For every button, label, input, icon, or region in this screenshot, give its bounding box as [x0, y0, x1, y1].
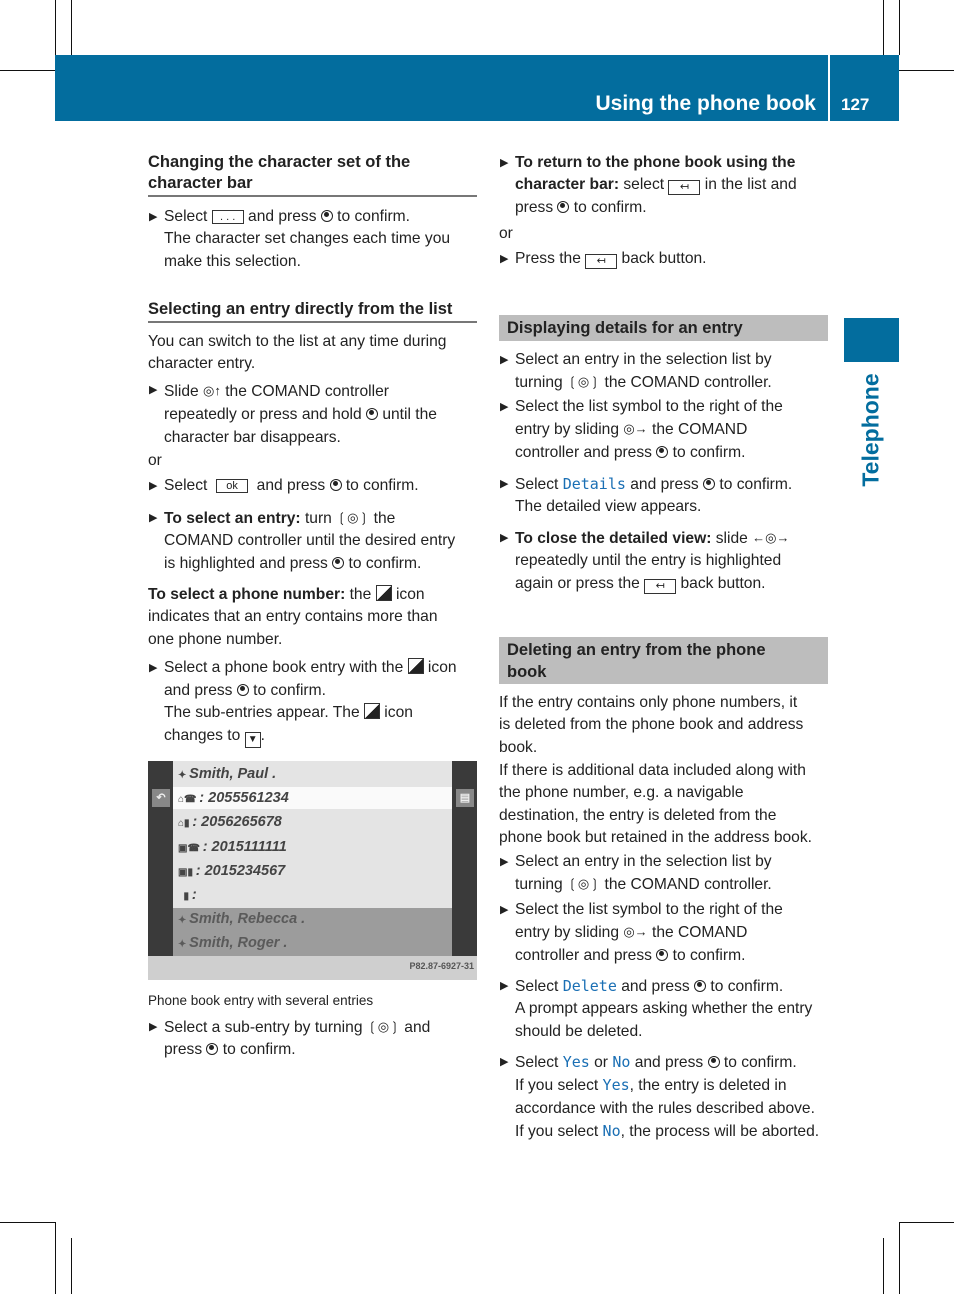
press-controller-icon: [366, 408, 378, 420]
phone-entry-row[interactable]: [178, 883, 197, 907]
entry-text: : 2056265678: [192, 814, 282, 831]
text: the COMAND controller and press: [515, 924, 748, 964]
text: or: [589, 1054, 613, 1071]
display-button-icon: . . .: [212, 210, 244, 224]
right-bullet-block: [499, 349, 828, 395]
crop-mark: [883, 0, 884, 55]
right-bullet-block: [499, 396, 828, 464]
multiple-numbers-icon: [364, 703, 380, 719]
press-controller-icon: [694, 980, 706, 992]
text: turn: [300, 510, 337, 527]
list-symbol-icon: ▤: [456, 789, 474, 807]
right-bullet-block: [499, 248, 828, 270]
contact-icon: ✦: [178, 915, 190, 927]
menu-item-reference: Delete: [562, 977, 617, 995]
menu-item-reference: No: [612, 1053, 631, 1071]
press-controller-icon: [321, 210, 333, 222]
entry-text: Smith, Roger .: [189, 935, 288, 952]
text: Deleting an entry from the phone book: [507, 641, 766, 681]
text: in the list and press: [515, 176, 797, 216]
text: to confirm.: [569, 198, 647, 216]
left-bullet-block: [148, 1016, 477, 1062]
text: Select the list symbol to the right of the entry by sliding: [515, 398, 783, 439]
text: Selecting an entry directly from the list: [148, 300, 453, 318]
text: Displaying details for an entry: [507, 319, 743, 337]
left-heading-block: [148, 152, 477, 197]
left-bullet-block: [148, 206, 477, 273]
text: or: [148, 452, 162, 469]
work-mobile-icon: ▣▮: [178, 866, 196, 878]
entry-text: : 2015111111: [202, 838, 287, 855]
display-button-icon: ok: [216, 479, 248, 493]
text: repeatedly until the entry is highlighted again or press the: [515, 552, 782, 592]
text: Select a phone book entry with the: [164, 659, 408, 676]
text: icon indicates that an entry contains more than one phone number.: [148, 586, 438, 648]
press-controller-icon: [332, 557, 344, 569]
menu-item-reference: Yes: [602, 1076, 630, 1095]
text: and press: [243, 208, 321, 225]
text: until the character bar disappears.: [164, 406, 437, 446]
text: the COMAND controller.: [600, 876, 772, 894]
menu-item-reference: Yes: [562, 1053, 590, 1071]
phone-entry-row[interactable]: [178, 907, 305, 931]
phone-entry-row[interactable]: [178, 810, 282, 834]
press-controller-icon: [656, 949, 668, 961]
text: to confirm. The detailed view appears.: [515, 476, 793, 516]
phone-entry-row[interactable]: [178, 786, 289, 810]
text: Select a sub-entry by turning: [164, 1019, 367, 1036]
crop-mark: [0, 70, 55, 71]
crop-mark: [899, 0, 900, 55]
image-code: P82.87-6927-31: [409, 961, 474, 971]
left-bullet-block: [148, 475, 477, 497]
crop-mark: [55, 0, 56, 55]
press-controller-icon: [206, 1043, 218, 1055]
text: Select: [164, 208, 212, 225]
entry-text: : 2055561234: [199, 790, 289, 807]
contact-icon: ✦: [178, 939, 190, 951]
text: slide: [711, 530, 753, 547]
crop-mark: [883, 1238, 884, 1294]
phone-entry-row[interactable]: [178, 835, 287, 859]
text: or: [499, 225, 513, 242]
press-controller-icon: [330, 479, 342, 491]
back-button-icon: ↤: [585, 254, 617, 269]
text: to confirm.: [668, 946, 746, 964]
left-para-block: [148, 331, 477, 376]
text: icon and press: [164, 659, 457, 699]
crop-mark: [71, 1238, 72, 1294]
slide-right-icon: ◎→: [623, 421, 648, 437]
right-para-block: [499, 223, 828, 245]
text: Slide: [164, 383, 204, 400]
phone-book-screenshot: [148, 761, 477, 980]
slide-up-icon: ◎↑: [203, 383, 221, 398]
text: Select: [515, 978, 563, 995]
text: select: [619, 176, 669, 194]
back-icon: ↶: [152, 789, 170, 807]
text: and press: [625, 476, 704, 493]
back-button-icon: ↤: [668, 180, 700, 195]
right-bullet-block: [499, 975, 828, 1043]
crop-mark: [899, 1222, 954, 1223]
work-phone-icon: ▣☎: [178, 842, 203, 854]
text: If there is additional data included along with the phone number, e.g. a navigable destination, the entry is deleted from the phone book but retained in the address book.: [499, 762, 812, 846]
text: Phone book entry with several entries: [148, 993, 374, 1008]
right-grey-block: [499, 637, 828, 684]
bold-lead: To select a phone number:: [148, 586, 346, 603]
right-bullet-block: [499, 851, 828, 897]
contact-icon: ✦: [178, 770, 190, 781]
page-title: Using the phone book: [595, 92, 816, 115]
bold-lead: To close the detailed view:: [515, 530, 712, 547]
left-bullet-block: [148, 379, 477, 449]
right-para-block: [499, 760, 828, 849]
section-tab-label: Telephone: [857, 373, 884, 487]
multiple-numbers-icon: [376, 585, 392, 601]
rotate-controller-icon: ❲◎❳: [567, 876, 601, 892]
text: the COMAND controller.: [600, 374, 772, 392]
multiple-numbers-icon: [408, 658, 424, 674]
mobile-icon: ▮: [178, 891, 192, 902]
phone-entry-row[interactable]: [178, 931, 287, 955]
text: to confirm. The character set changes each time you make this selection.: [164, 208, 451, 270]
text: to confirm.: [668, 443, 746, 461]
right-bullet-block: [499, 1051, 828, 1143]
crop-mark: [55, 1222, 56, 1294]
phone-entry-row[interactable]: [178, 859, 285, 883]
text: and press: [616, 978, 695, 995]
left-para-block: [148, 450, 477, 472]
entry-text: :: [191, 887, 197, 903]
text: , the process will be aborted.: [620, 1122, 820, 1140]
text: Select the list symbol to the right of the entry by sliding: [515, 901, 783, 942]
menu-item-reference: No: [602, 1121, 621, 1140]
left-bullet-block: [148, 657, 477, 748]
press-controller-icon: [237, 684, 249, 696]
bold-lead: To select an entry:: [164, 510, 301, 527]
left-heading-block: [148, 299, 477, 323]
text: to confirm. A prompt appears asking whether the entry should be deleted.: [515, 978, 813, 1040]
text: Changing the character set of the character bar: [148, 153, 411, 192]
text: If the entry contains only phone numbers, it is deleted from the phone book and address book.: [499, 694, 804, 756]
home-phone-icon: ⌂☎: [178, 794, 200, 806]
entry-text: Smith, Paul .: [189, 766, 277, 782]
crop-mark: [899, 1222, 900, 1294]
bold-lead: To return to the phone book using the character bar:: [515, 154, 796, 194]
right-bullet-block: [499, 527, 828, 595]
text: You can switch to the list at any time during character entry.: [148, 333, 447, 373]
text: Select: [515, 476, 563, 493]
right-bullet-block: [499, 152, 828, 219]
crop-mark: [0, 1222, 55, 1223]
left-caption-block: [148, 990, 477, 1012]
text: the: [345, 586, 376, 603]
text: icon changes to: [164, 704, 413, 745]
crop-mark: [71, 0, 72, 55]
press-controller-icon: [708, 1056, 720, 1068]
slide-right-icon: ◎→: [623, 924, 648, 940]
text: the COMAND controller repeatedly or press and hold: [164, 383, 389, 423]
phone-entry-row[interactable]: [178, 762, 276, 786]
header-bar: [55, 55, 828, 121]
text: Press the: [515, 250, 586, 267]
text: to confirm.: [344, 554, 422, 572]
rotate-controller-icon: ❲◎❳: [366, 1019, 400, 1034]
text: to confirm.: [218, 1041, 296, 1059]
left-para-block: [148, 584, 477, 651]
slide-left-right-icon: ←◎→: [752, 530, 790, 545]
expanded-entries-icon: ▼: [245, 732, 261, 748]
home-mobile-icon: ⌂▮: [178, 818, 193, 830]
text: the COMAND controller and press: [515, 421, 748, 461]
back-button-icon: ↤: [644, 579, 676, 594]
text: back button.: [617, 250, 707, 267]
text: Select an entry in the selection list by turning: [515, 853, 772, 894]
text: and press: [248, 477, 330, 494]
page-number: 127: [841, 95, 870, 114]
entry-text: Smith, Rebecca .: [189, 911, 306, 928]
text: the COMAND controller until the desired entry is highlighted and press: [164, 510, 456, 572]
section-tab-marker: [844, 318, 899, 362]
press-controller-icon: [557, 201, 569, 213]
text: back button.: [676, 574, 766, 592]
text: .: [260, 727, 265, 745]
page-number-box: [830, 55, 899, 121]
right-bullet-block: [499, 899, 828, 967]
text: to confirm. If you select: [515, 1054, 797, 1095]
rotate-controller-icon: ❲◎❳: [336, 510, 370, 525]
press-controller-icon: [703, 478, 715, 490]
right-grey-block: [499, 315, 828, 341]
rotate-controller-icon: ❲◎❳: [567, 374, 601, 390]
text: Select an entry in the selection list by turning: [515, 351, 772, 392]
text: and press: [164, 1019, 431, 1059]
text: and press: [630, 1054, 708, 1071]
text: , the entry is deleted in accordance with the rules described above. If you select: [515, 1077, 815, 1140]
text: Select: [164, 477, 217, 494]
text: Select: [515, 1054, 563, 1071]
menu-item-reference: Details: [562, 475, 626, 493]
right-para-block: [499, 692, 828, 759]
entry-text: : 2015234567: [195, 862, 286, 879]
left-bullet-block: [148, 507, 477, 575]
press-controller-icon: [656, 446, 668, 458]
right-bullet-block: [499, 473, 828, 519]
text: to confirm. The sub-entries appear. The: [164, 681, 360, 722]
text: to confirm.: [341, 477, 419, 494]
crop-mark: [899, 70, 954, 71]
